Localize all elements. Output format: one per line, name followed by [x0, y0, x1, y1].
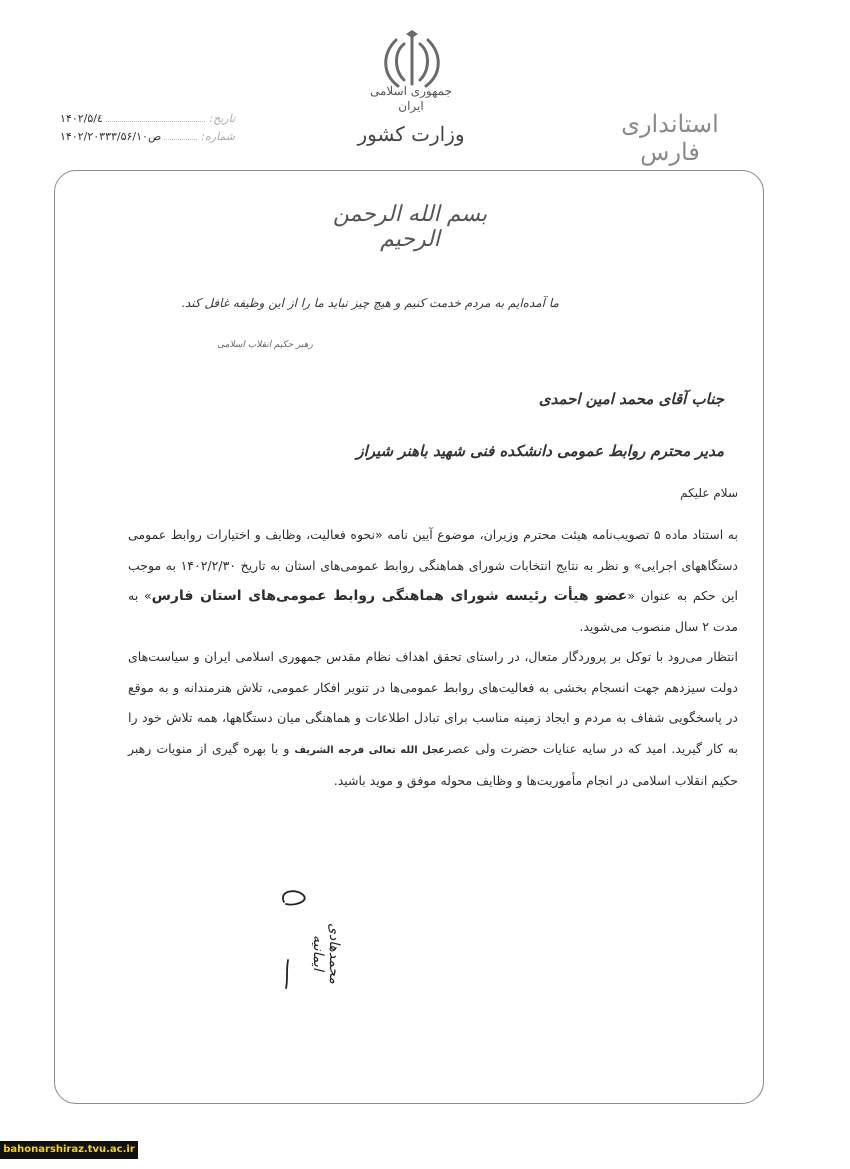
government-name: جمهوری اسلامی ایران — [369, 84, 453, 113]
letter-meta — [60, 112, 235, 148]
paragraph-2-start: انتظار می‌رود با توکل بر پروردگار متعال، در راستای تحقق اهداف نظام مقدس جمهوری اسلامی ایران و سیاست‌های دولت سیزدهم جهت انسجام بخشی به فعالیت‌های روابط عمومی‌ها در تنویر افکار عمومی، تلاش هنرمندانه و به موقع در پاسخگویی شفاف به مردم و ایجاد زمینه مناسب برای تبادل اطلاعات و هماهنگی میان دستگاهها، همه تلاش خود را به کار گیرید. امید که در سایه عنایات حضرت ولی عصر — [128, 649, 739, 756]
addressee-name: جناب آقای محمد امین احمدی — [538, 390, 724, 408]
paragraph-1-end: » به مدت ۲ سال منصوب می‌شوید. — [128, 588, 738, 634]
paragraph-2-end: و با بهره گیری از منویات رهبر حکیم انقلاب اسلامی در انجام مأموریت‌ها و وظایف محوله موفق و موید باشید. — [128, 740, 738, 788]
blessing-text: عجل الله تعالی فرجه الشریف — [294, 744, 446, 756]
addressee-title: مدیر محترم روابط عمومی دانشکده فنی شهید باهنر شیراز — [356, 442, 724, 460]
date-value: ۱۴۰۲/۵/٤ — [60, 112, 103, 125]
paragraph-2 — [128, 642, 738, 797]
number-dots — [164, 131, 197, 140]
date-row — [60, 112, 235, 130]
number-value: ص۱۴۰۲/۲۰۳۳۳/۵۶/۱۰ — [60, 130, 162, 143]
quote-attribution: رهبر حکیم انقلاب اسلامی — [217, 340, 313, 350]
letter-body — [128, 520, 738, 797]
leader-quote: ما آمده‌ایم به مردم خدمت کنیم و هیچ چیز نباید ما را از این وظیفه غافل کند. — [181, 296, 559, 310]
signer-name: محمدهادی ایمانیه — [310, 922, 342, 984]
basmala: بسم الله الرحمن الرحیم — [332, 202, 488, 252]
paragraph-1 — [128, 520, 738, 642]
paragraph-1-start: به استناد ماده ۵ تصویب‌نامه هیئت محترم وزیران، موضوع آیین نامه «نحوه فعالیت، وظایف و اختیارات روابط عمومی دستگاههای اجرایی» و نظر به نتایج انتخابات شورای هماهنگی روابط عمومی‌های استان به تاریخ ۱۴۰۲/۲/۳۰ به موجب این حکم به عنوان « — [128, 527, 739, 603]
iran-emblem-icon — [380, 30, 444, 92]
position-title: عضو هیأت رئیسه شورای هماهنگی روابط عمومی‌های استان فارس — [151, 588, 628, 604]
greeting: سلام علیکم — [680, 486, 738, 500]
number-row — [60, 130, 235, 148]
ministry-name: وزارت کشور — [357, 122, 465, 146]
office-name: استانداری فارس — [621, 110, 719, 166]
date-label: تاریخ: — [209, 112, 235, 125]
site-watermark: bahonarshiraz.tvu.ac.ir — [0, 1141, 138, 1159]
number-label: شماره: — [201, 130, 235, 143]
date-dots — [106, 113, 206, 122]
